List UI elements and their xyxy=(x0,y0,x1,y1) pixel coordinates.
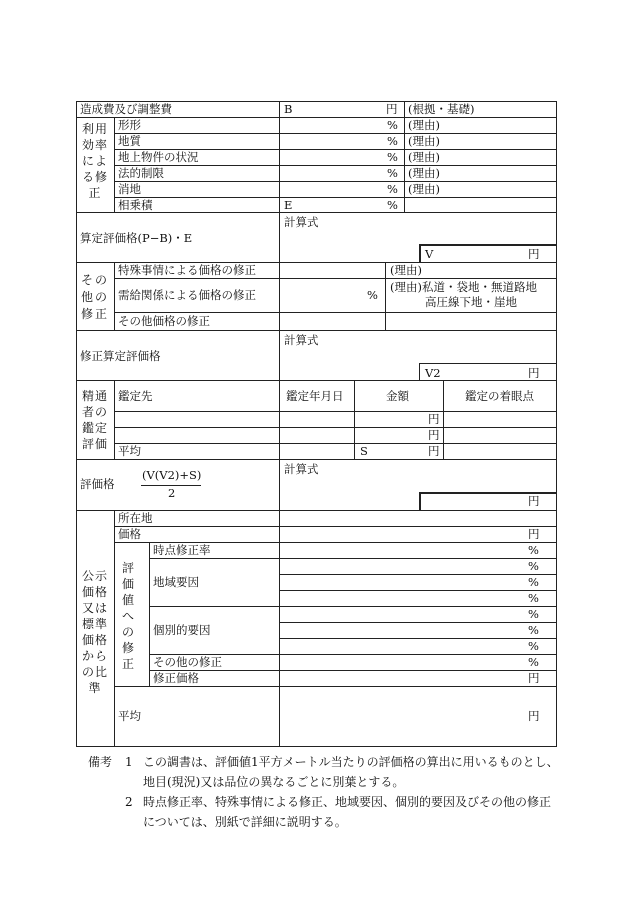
note-number: 2 xyxy=(125,795,133,809)
usage-row-pct: % xyxy=(387,182,398,196)
usage-row-label: 形形 xyxy=(118,118,141,132)
product-e: E xyxy=(284,198,293,212)
regional-pct: % xyxy=(528,591,539,605)
construction-basis: (根拠・基礎) xyxy=(408,102,475,116)
border-bottom xyxy=(76,746,557,747)
note-text: については、別紙で詳細に説明する。 xyxy=(143,815,347,829)
demand-reason1: (理由)私道・袋地・無道路地 xyxy=(390,280,537,294)
product-label: 相乗積 xyxy=(118,198,153,212)
fixed-price-label: 修正価格 xyxy=(153,671,199,685)
regional-label: 地域要因 xyxy=(153,575,199,589)
calc2-label: 修正算定評価格 xyxy=(80,349,161,363)
usage-row-pct: % xyxy=(387,150,398,164)
usage-row-reason: (理由) xyxy=(408,134,440,148)
location-label: 所在地 xyxy=(118,511,153,525)
other-fix-pct: % xyxy=(528,655,539,669)
evaluation-yen: 円 xyxy=(528,494,540,508)
eval-heading-text: 評価値への修正 xyxy=(121,561,134,671)
usage-row-pct: % xyxy=(387,118,398,132)
usage-row-label: 消地 xyxy=(118,182,141,196)
col-amount: 金額 xyxy=(386,389,409,403)
evaluation-formula: 計算式 xyxy=(284,462,319,476)
usage-heading-text: 利用効率による修正 xyxy=(81,122,108,200)
construction-label: 造成費及び調整費 xyxy=(80,102,172,116)
note-text: この調書は、評価値1平方メートル当たりの評価格の算出に用いるものとし、 xyxy=(143,755,559,769)
usage-row-label: 地質 xyxy=(118,134,141,148)
usage-row-reason: (理由) xyxy=(408,150,440,164)
usage-row-reason: (理由) xyxy=(408,182,440,196)
individual-pct: % xyxy=(528,623,539,637)
appraisal-avg: 平均 xyxy=(118,444,141,458)
notes-head: 備考 xyxy=(88,755,113,769)
construction-yen: 円 xyxy=(386,102,398,116)
note-text: 地目(現況)又は品位の異なるごとに別葉とする。 xyxy=(143,775,405,789)
time-pct: % xyxy=(528,543,539,557)
calc1-v: V xyxy=(425,247,434,261)
calc1-formula: 計算式 xyxy=(284,215,319,229)
appraisal-s: S xyxy=(360,444,368,458)
time-label: 時点修正率 xyxy=(153,543,211,557)
construction-b: B xyxy=(284,102,293,116)
special-reason: (理由) xyxy=(390,263,422,277)
appraisal-heading-text: 精通者の鑑定評価 xyxy=(81,389,108,451)
evaluation-denominator: 2 xyxy=(168,486,176,500)
other-fix-label: その他の修正 xyxy=(153,655,222,669)
calc2-yen: 円 xyxy=(528,366,540,380)
evaluation-label: 評価格 xyxy=(80,477,115,491)
usage-row-pct: % xyxy=(387,166,398,180)
usage-row-reason: (理由) xyxy=(408,166,440,180)
evaluation-numerator: (V(V2)+S) xyxy=(142,468,202,482)
calc2-v2: V2 xyxy=(425,366,441,380)
appraisal-heading xyxy=(80,388,110,452)
usage-row-reason: (理由) xyxy=(408,118,440,132)
other-heading-text: その他の修正 xyxy=(80,273,109,321)
note-number: 1 xyxy=(125,755,133,769)
other-heading xyxy=(80,272,110,323)
public-heading xyxy=(80,568,110,696)
individual-label: 個別的要因 xyxy=(153,623,211,637)
other-price-label: その他価格の修正 xyxy=(118,314,210,328)
appraisal-yen: 円 xyxy=(428,428,440,442)
fixed-price-yen: 円 xyxy=(528,671,540,685)
average-yen: 円 xyxy=(528,709,540,723)
special-label: 特殊事情による価格の修正 xyxy=(118,263,256,277)
usage-row-label: 法的制限 xyxy=(118,166,164,180)
average-label: 平均 xyxy=(118,709,141,723)
regional-pct: % xyxy=(528,575,539,589)
regional-pct: % xyxy=(528,559,539,573)
demand-label: 需給関係による価格の修正 xyxy=(118,288,256,302)
appraisal-yen: 円 xyxy=(428,412,440,426)
usage-row-pct: % xyxy=(387,134,398,148)
individual-pct: % xyxy=(528,639,539,653)
calc1-label: 算定評価格(P−B)・E xyxy=(80,231,193,245)
col-date: 鑑定年月日 xyxy=(286,389,344,403)
border-left xyxy=(76,101,77,747)
individual-pct: % xyxy=(528,607,539,621)
col-points: 鑑定の着眼点 xyxy=(465,389,534,403)
eval-heading xyxy=(121,560,137,672)
usage-heading xyxy=(80,121,110,201)
price-label: 価格 xyxy=(118,527,141,541)
calc2-formula: 計算式 xyxy=(284,333,319,347)
demand-pct: % xyxy=(367,288,378,302)
col-appraiser: 鑑定先 xyxy=(118,389,153,403)
note-text: 時点修正率、特殊事情による修正、地域要因、個別的要因及びその他の修正 xyxy=(143,795,552,809)
demand-reason2: 高圧線下地・崖地 xyxy=(425,295,517,309)
usage-row-label: 地上物件の状況 xyxy=(118,150,199,164)
price-yen: 円 xyxy=(528,527,540,541)
appraisal-yen: 円 xyxy=(428,444,440,458)
public-heading-text: 公示価格又は標準価格からの比準 xyxy=(81,569,108,695)
product-pct: % xyxy=(387,198,398,212)
calc1-yen: 円 xyxy=(528,247,540,261)
